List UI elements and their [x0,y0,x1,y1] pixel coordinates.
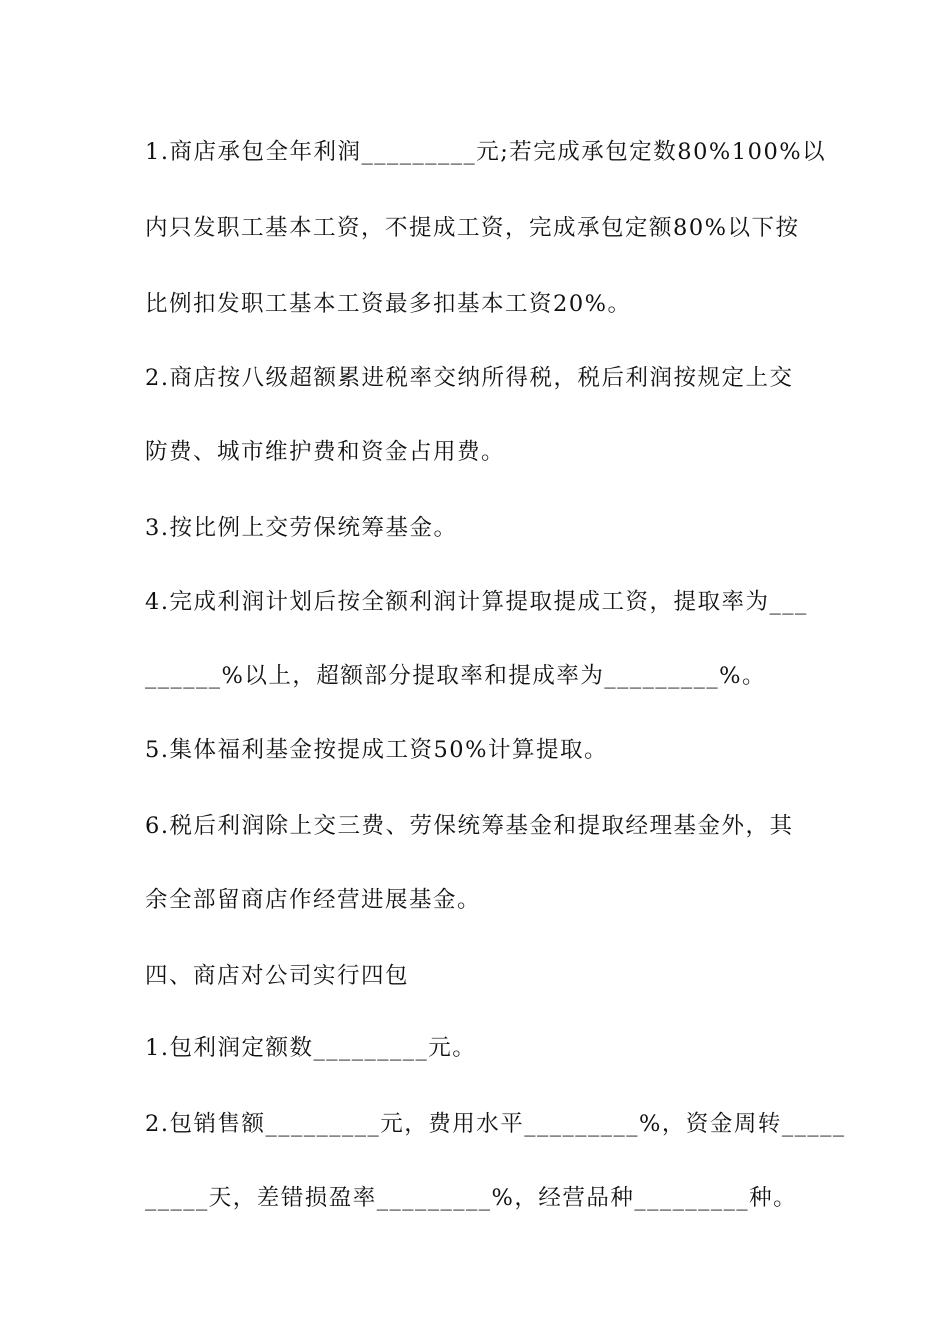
paragraph-line: 4.完成利润计划后按全额利润计算提取提成工资，提取率为___ [145,589,808,615]
section-heading: 四、商店对公司实行四包 [145,963,410,989]
paragraph-line: 2.包销售额_________元，费用水平_________%，资金周转_____ [145,1111,846,1137]
paragraph-line: 5.集体福利基金按提成工资50%计算提取。 [145,737,608,763]
paragraph-line: 内只发职工基本工资，不提成工资，完成承包定额80%以下按 [145,215,800,241]
paragraph-line: 余全部留商店作经营进展基金。 [145,887,482,913]
paragraph-line: 防费、城市维护费和资金占用费。 [145,439,506,465]
paragraph-line: ______%以上，超额部分提取率和提成率为_________%。 [145,663,767,689]
paragraph-line: 6.税后利润除上交三费、劳保统筹基金和提取经理基金外，其 [145,813,794,839]
paragraph-line: 比例扣发职工基本工资最多扣基本工资20%。 [145,291,632,317]
paragraph-line: 1.包利润定额数_________元。 [145,1035,477,1061]
paragraph-line: _____天，差错损盈率_________%，经营品种_________种。 [145,1185,798,1211]
paragraph-line: 1.商店承包全年利润_________元;若完成承包定数80%100%以 [145,139,827,165]
paragraph-line: 2.商店按八级超额累进税率交纳所得税，税后利润按规定上交 [145,365,794,391]
paragraph-line: 3.按比例上交劳保统筹基金。 [145,515,458,541]
